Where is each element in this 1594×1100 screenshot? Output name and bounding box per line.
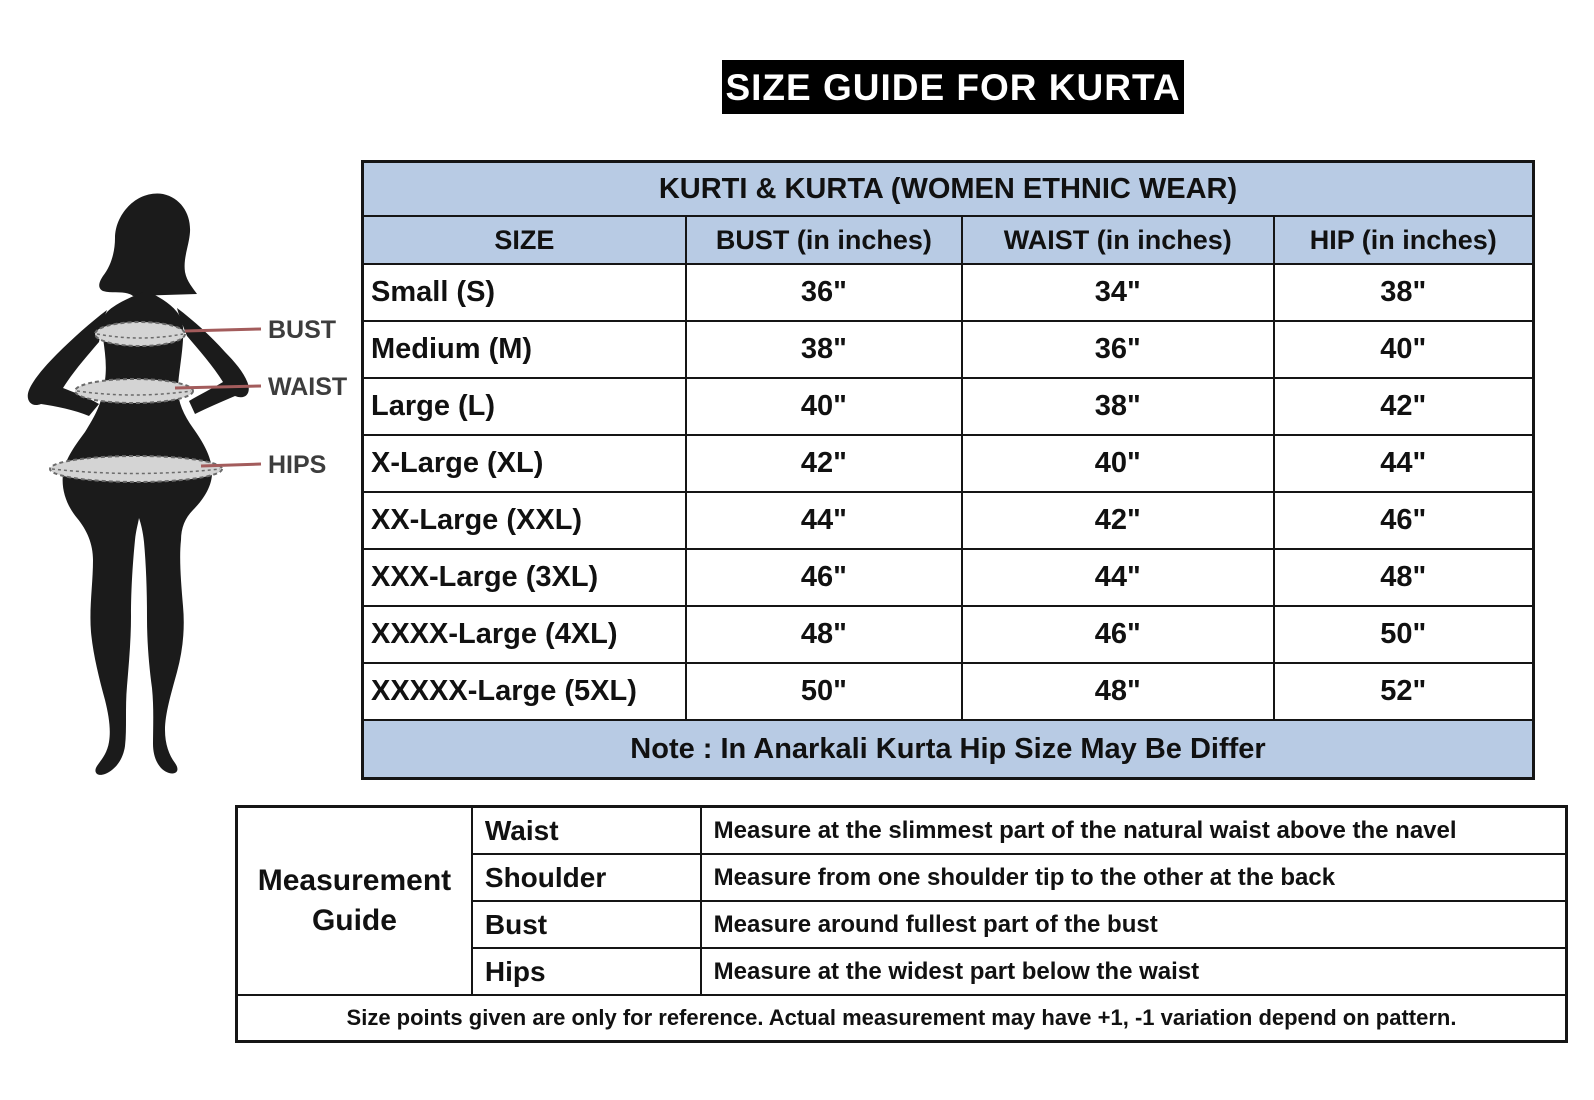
size-row-xxl [363, 492, 1534, 549]
bust-tape-band [95, 322, 185, 346]
bust-label: BUST [268, 316, 337, 344]
waist-cell: 38" [962, 378, 1273, 435]
measurement-guide-table [235, 805, 1568, 1043]
measure-desc-hips: Measure at the widest part below the waist [701, 948, 1567, 995]
size-row-5xl [363, 663, 1534, 720]
hip-cell: 42" [1274, 378, 1534, 435]
size-cell: XXXXX-Large (5XL) [363, 663, 686, 720]
size-cell: XXX-Large (3XL) [363, 549, 686, 606]
waist-label: WAIST [268, 373, 348, 401]
hips-label: HIPS [268, 451, 327, 479]
size-cell: X-Large (XL) [363, 435, 686, 492]
hip-cell: 50" [1274, 606, 1534, 663]
measurement-guide-title: Measurement Guide [237, 807, 472, 996]
size-row-large [363, 378, 1534, 435]
bust-cell: 42" [686, 435, 962, 492]
bust-cell: 36" [686, 264, 962, 321]
hips-leader-line [201, 464, 261, 466]
column-header-size: SIZE [363, 216, 686, 264]
bust-cell: 50" [686, 663, 962, 720]
size-row-small [363, 264, 1534, 321]
waist-cell: 36" [962, 321, 1273, 378]
waist-cell: 48" [962, 663, 1273, 720]
hip-cell: 38" [1274, 264, 1534, 321]
waist-cell: 46" [962, 606, 1273, 663]
figure-right-arm [177, 308, 249, 414]
size-table-header-row [363, 216, 1534, 264]
figure-head-hair [99, 194, 197, 296]
size-row-3xl [363, 549, 1534, 606]
measure-desc-shoulder: Measure from one shoulder tip to the other at the back [701, 854, 1567, 901]
measure-part-bust: Bust [472, 901, 701, 948]
waist-leader-line [175, 386, 261, 388]
size-cell: Medium (M) [363, 321, 686, 378]
bust-cell: 48" [686, 606, 962, 663]
measure-desc-waist: Measure at the slimmest part of the natural waist above the navel [701, 807, 1567, 855]
hip-cell: 52" [1274, 663, 1534, 720]
measure-desc-bust: Measure around fullest part of the bust [701, 901, 1567, 948]
bust-cell: 46" [686, 549, 962, 606]
column-header-hip: HIP (in inches) [1274, 216, 1534, 264]
hips-tape-band [50, 456, 222, 482]
size-table-title: KURTI & KURTA (WOMEN ETHNIC WEAR) [363, 162, 1534, 217]
measure-footer-row [237, 995, 1567, 1042]
size-table-note-row [363, 720, 1534, 779]
waist-cell: 40" [962, 435, 1273, 492]
page-title: SIZE GUIDE FOR KURTA [722, 60, 1184, 114]
waist-cell: 42" [962, 492, 1273, 549]
measurement-guide-footer: Size points given are only for reference. Actual measurement may have +1, -1 variation depend on pattern. [237, 995, 1567, 1042]
waist-cell: 44" [962, 549, 1273, 606]
size-cell: XXXX-Large (4XL) [363, 606, 686, 663]
bust-leader-line [185, 329, 261, 331]
size-row-xl [363, 435, 1534, 492]
column-header-waist: WAIST (in inches) [962, 216, 1273, 264]
size-cell: Small (S) [363, 264, 686, 321]
measure-part-shoulder: Shoulder [472, 854, 701, 901]
column-header-bust: BUST (in inches) [686, 216, 962, 264]
size-table-note: Note : In Anarkali Kurta Hip Size May Be Differ [363, 720, 1534, 779]
size-cell: XX-Large (XXL) [363, 492, 686, 549]
waist-cell: 34" [962, 264, 1273, 321]
hip-cell: 48" [1274, 549, 1534, 606]
size-row-4xl [363, 606, 1534, 663]
measure-part-hips: Hips [472, 948, 701, 995]
size-row-medium [363, 321, 1534, 378]
body-silhouette-svg [25, 188, 355, 788]
measure-row-waist [237, 807, 1567, 855]
figure-torso-legs [63, 292, 212, 775]
measurement-figure [25, 188, 355, 788]
size-table-title-row [363, 162, 1534, 217]
size-chart-table [361, 160, 1535, 780]
hip-cell: 44" [1274, 435, 1534, 492]
bust-cell: 38" [686, 321, 962, 378]
hip-cell: 40" [1274, 321, 1534, 378]
bust-cell: 40" [686, 378, 962, 435]
hip-cell: 46" [1274, 492, 1534, 549]
size-cell: Large (L) [363, 378, 686, 435]
measure-part-waist: Waist [472, 807, 701, 855]
bust-cell: 44" [686, 492, 962, 549]
waist-tape-band [75, 379, 193, 403]
